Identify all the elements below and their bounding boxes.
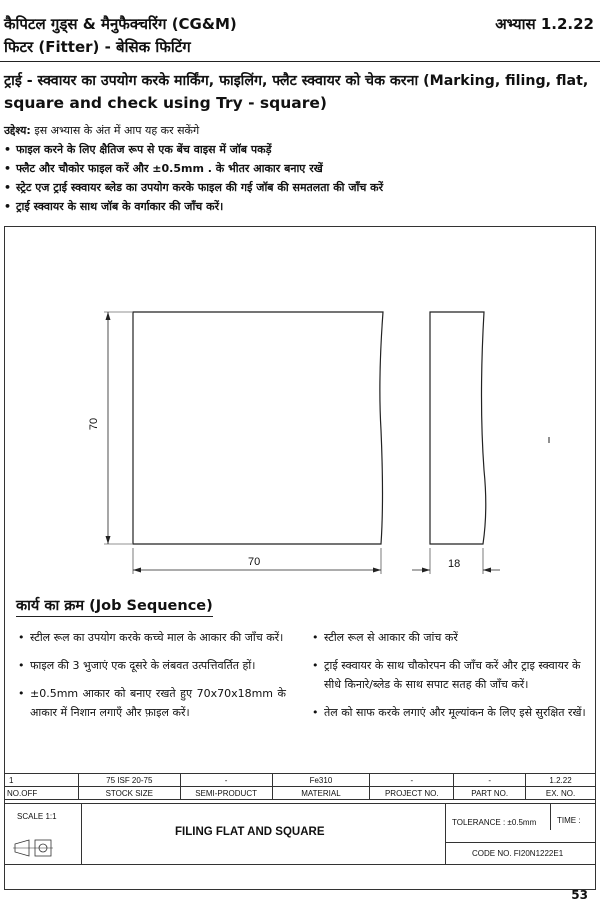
semi-product-value: - <box>180 774 272 787</box>
scale-label: SCALE 1:1 <box>17 812 57 821</box>
tolerance-label: TOLERANCE : ±0.5mm <box>452 818 537 827</box>
tolerance-cell <box>445 804 596 843</box>
page-number: 53 <box>571 888 588 902</box>
job-step: • ±0.5mm आकार को बनाए रखते हुए 70x70x18mm के आकार में निशान लगाएँ और फ़ाइल करें। <box>30 684 286 722</box>
material-value: Fe310 <box>272 774 370 787</box>
job-step: • स्टील रूल से आकार की जांच करें <box>324 628 586 647</box>
objective-item: • फाइल करने के लिए क्षैतिज रूप से एक बेंच वाइस में जॉब पकड़ें <box>16 140 596 159</box>
title-block-lower <box>4 803 596 865</box>
side-view <box>430 312 486 544</box>
job-step: • तेल को साफ करके लगाएं और मूल्यांकन के लिए इसे सुरक्षित रखें। <box>324 703 586 722</box>
stock-size-value: 75 ISF 20-75 <box>78 774 180 787</box>
module-title: कैपिटल गुड्स & मैनुफैक्चरिंग (CG&M) <box>4 15 237 33</box>
objectives-intro-text: इस अभ्यास के अंत में आप यह कर सकेंगे <box>34 124 200 137</box>
front-view <box>133 312 383 544</box>
ex-no-label: EX. NO. <box>526 787 596 800</box>
project-no-value: - <box>370 774 454 787</box>
job-sequence-heading: कार्य का क्रम (Job Sequence) <box>16 595 213 617</box>
exercise-title-line2: square and check using Try - square) <box>4 94 327 112</box>
job-step: • स्टील रूल का उपयोग करके कच्चे माल के आकार की जाँच करें। <box>30 628 286 647</box>
job-sequence-left <box>14 628 286 726</box>
dim-height-label: 70 <box>88 417 101 431</box>
trade-title: फिटर (Fitter) - बेसिक फिटिंग <box>4 38 191 56</box>
material-label: MATERIAL <box>272 787 370 800</box>
part-no-value: - <box>454 774 526 787</box>
job-step: • ट्राई स्क्वायर के साथ चौकोरपन की जाँच करें और ट्राइ स्क्वायर के सीधे किनारे/ब्लेड के साथ सपाट सतह की जाँच करें। <box>324 656 586 694</box>
code-cell <box>445 842 596 864</box>
exercise-number: अभ्यास 1.2.22 <box>495 15 594 33</box>
no-off-value: 1 <box>5 774 79 787</box>
dim-width-label: 70 <box>248 556 261 568</box>
objective-item: • ट्राई स्क्वायर के साथ जॉब के वर्गाकार की जाँच करें। <box>16 197 596 216</box>
objectives-heading: उद्देश्य: <box>4 124 31 137</box>
stock-size-label: STOCK SIZE <box>78 787 180 800</box>
code-number: CODE NO. FI20N1222E1 <box>472 849 564 858</box>
drawing-title: FILING FLAT AND SQUARE <box>175 826 325 838</box>
no-off-label: NO.OFF <box>5 787 79 800</box>
title-block-values <box>5 774 596 787</box>
job-step: • फाइल की 3 भुजाएं एक दूसरे के लंबवत उत्पत्तिवर्तित हों। <box>30 656 286 675</box>
title-block-table <box>4 773 596 800</box>
objective-item: • स्ट्रेट एज ट्राई स्क्वायर ब्लेड का उपयोग करके फाइल की गई जॉब की समतलता की जाँच करें <box>16 178 596 197</box>
job-sequence-right <box>308 628 586 726</box>
time-label: TIME : <box>550 804 581 830</box>
title-block-labels <box>5 787 596 800</box>
ex-no-value: 1.2.22 <box>526 774 596 787</box>
objective-item: • फ्लैट और चौकोर फाइल करें और ±0.5mm . के भीतर आकार बनाए रखें <box>16 159 596 178</box>
scale-cell <box>5 804 82 864</box>
exercise-title-line1: ट्राई - स्क्वायर का उपयोग करके मार्किंग, फाइलिंग, फ्लैट स्क्वायर को चेक करना (Marking, filing, flat, <box>4 73 589 89</box>
project-no-label: PROJECT NO. <box>370 787 454 800</box>
part-no-label: PART NO. <box>454 787 526 800</box>
projection-symbol-icon <box>13 838 53 858</box>
semi-product-label: SEMI-PRODUCT <box>180 787 272 800</box>
dim-side-label: 18 <box>448 558 461 570</box>
